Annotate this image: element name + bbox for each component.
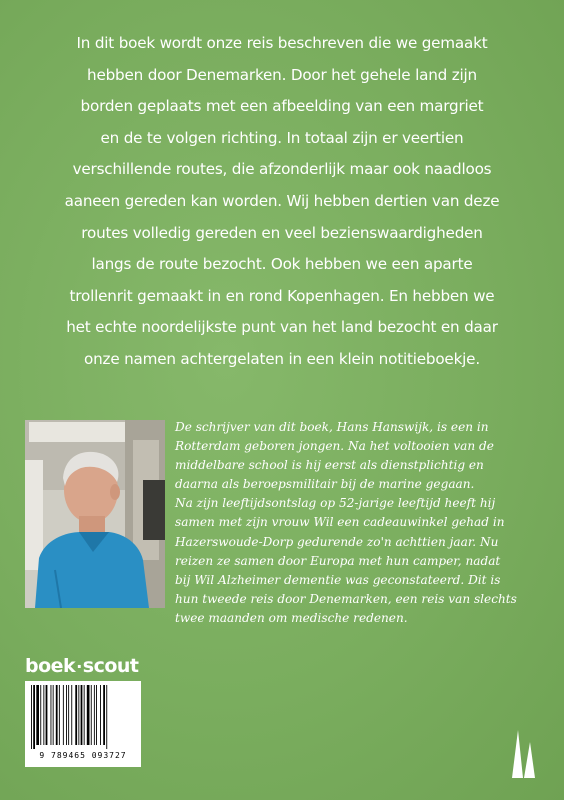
- barcode-bars: [29, 685, 137, 749]
- blurb-line: In dit boek wordt onze reis beschreven die we gemaakt: [76, 34, 488, 52]
- bio-line: middelbare school is hij eerst als dienstplichtig en: [175, 458, 484, 473]
- blurb-line: het echte noordelijkste punt van het land bezocht en daar: [66, 318, 498, 337]
- author-bio: [175, 418, 547, 628]
- blurb-line: verschillende routes, die afzonderlijk maar ook naadloos: [72, 160, 492, 179]
- blurb-line: aaneen gereden kan worden. Wij hebben dertien van deze: [64, 191, 500, 210]
- blurb-line: langs de route bezocht. Ook hebben we een aparte: [91, 255, 473, 274]
- publisher-dot: ·: [76, 657, 82, 676]
- publisher-mark-icon: [506, 720, 542, 780]
- author-portrait-image: [25, 420, 165, 608]
- bio-line: Rotterdam geboren jongen. Na het voltooien van de: [175, 439, 494, 454]
- bio-line: hun tweede reis door Denemarken, een reis van slechts: [175, 591, 517, 606]
- bio-line: daarna als beroepsmilitair bij de marine gegaan.: [175, 477, 475, 492]
- publisher-logo: [25, 655, 139, 677]
- bio-line: samen met zijn vrouw Wil een cadeauwinkel gehad in: [175, 515, 505, 530]
- author-photo: [25, 420, 165, 608]
- bio-line: Na zijn leeftijdsontslag op 52-jarige leeftijd heeft hij: [175, 496, 496, 511]
- bio-line: Hazerswoude-Dorp gedurende zo'n achttien jaar. Nu: [175, 534, 499, 549]
- isbn-barcode: [25, 681, 141, 767]
- bio-line: bij Wil Alzheimer dementie was geconstateerd. Dit is: [175, 572, 501, 587]
- blurb-line: trollenrit gemaakt in en rond Kopenhagen. En hebben we: [69, 286, 495, 305]
- bio-line: De schrijver van dit boek, Hans Hanswijk, is een in: [175, 420, 489, 434]
- blurb-line: onze namen achtergelaten in een klein notitieboekje.: [84, 349, 480, 368]
- blurb-line: borden geplaats met een afbeelding van een margriet: [80, 97, 484, 116]
- bio-line: reizen ze samen door Europa met hun camper, nadat: [175, 553, 501, 568]
- blurb-line: routes volledig gereden en veel bezienswaardigheden: [81, 223, 483, 242]
- bio-line: twee maanden om medische redenen.: [175, 610, 408, 625]
- blurb-line: en de te volgen richting. In totaal zijn er veertien: [100, 128, 464, 147]
- isbn-number: 9 789465 093727: [39, 751, 127, 760]
- blurb-line: hebben door Denemarken. Door het gehele land zijn: [87, 65, 477, 84]
- publisher-logo-part2: scout: [82, 655, 139, 677]
- back-cover-blurb: [60, 28, 504, 376]
- publisher-logo-part1: boek: [25, 655, 76, 677]
